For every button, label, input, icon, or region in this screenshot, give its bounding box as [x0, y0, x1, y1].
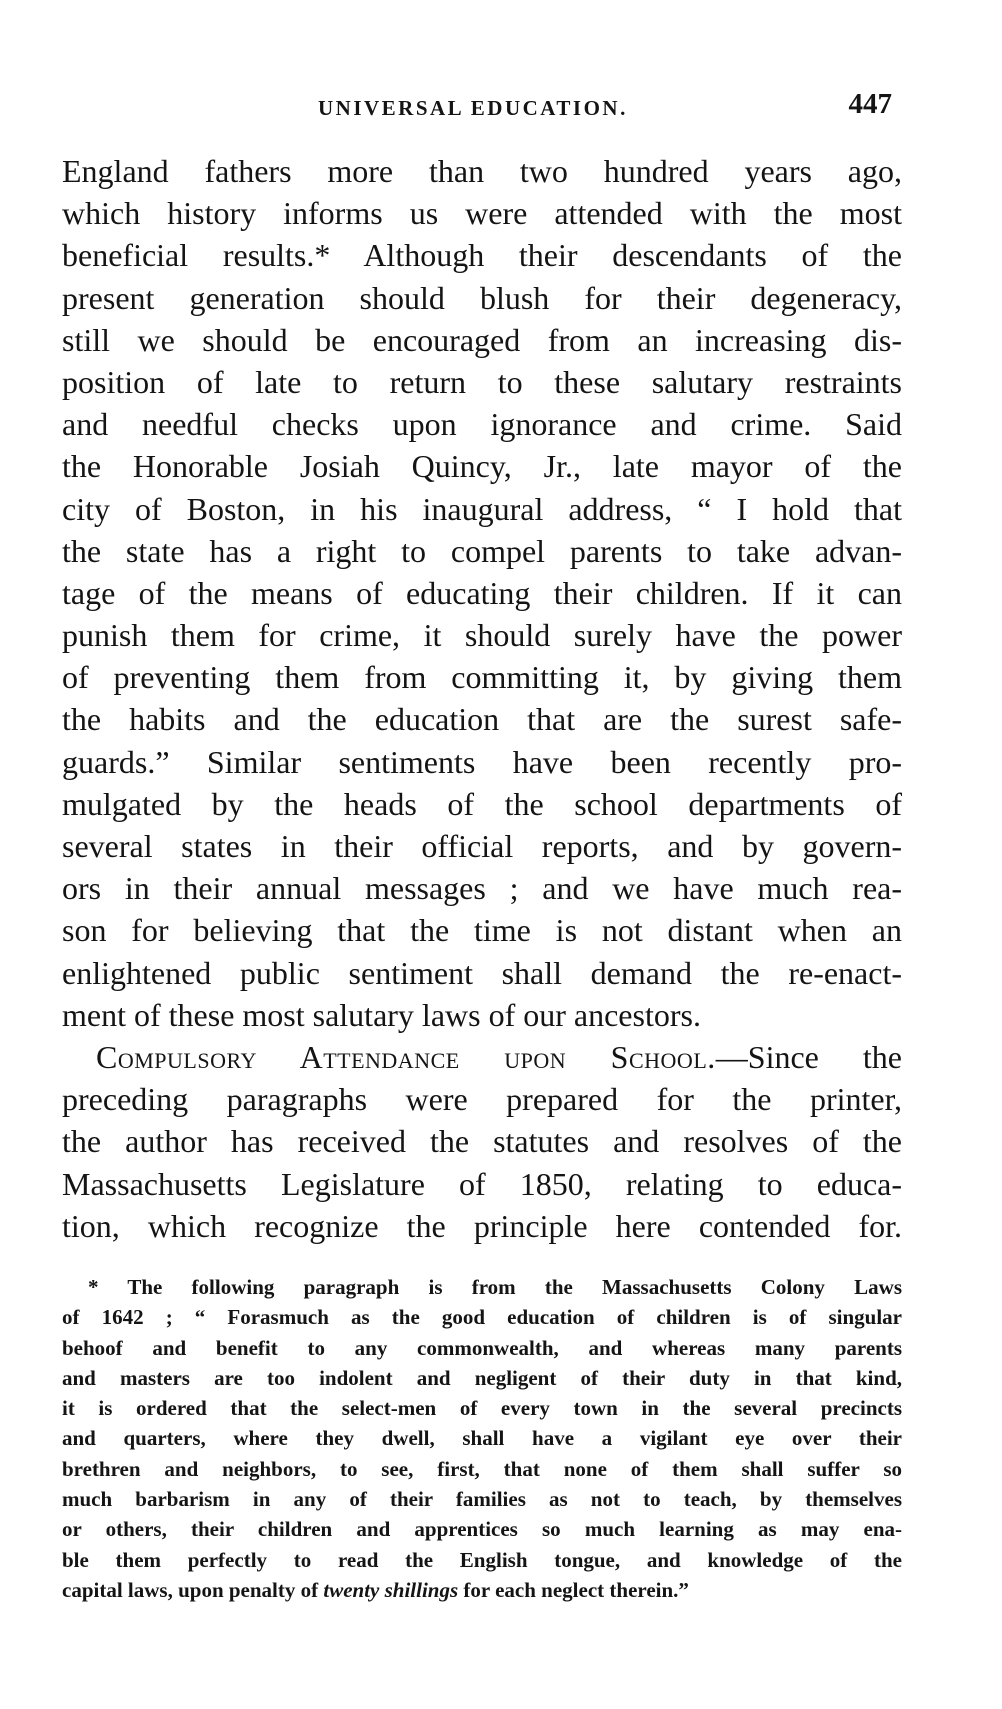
footnote-line: * The following paragraph is from the Massachusetts Colony Laws: [88, 1275, 902, 1299]
paragraph-1: [62, 150, 902, 1036]
text-line: ors in their annual messages ; and we have much rea-: [62, 870, 902, 907]
running-head: UNIVERSAL EDUCATION.: [318, 96, 628, 120]
text-line: city of Boston, in his inaugural address, “ I hold that: [62, 490, 902, 527]
section-heading: Compulsory Attendance upon School.: [96, 1038, 716, 1075]
text-line: punish them for crime, it should surely have the power: [62, 617, 902, 654]
text-line: mulgated by the heads of the school departments of: [62, 785, 902, 822]
text-line: ment of these most salutary laws of our ancestors.: [62, 996, 701, 1033]
footnote-text: for each neglect therein.”: [458, 1577, 689, 1602]
text-line: still we should be encouraged from an increasing dis-: [62, 321, 902, 358]
text-line: the Honorable Josiah Quincy, Jr., late mayor of the: [62, 448, 902, 485]
text-line: which history informs us were attended with the most: [62, 195, 902, 232]
footnote: [62, 1272, 902, 1605]
text-line: the author has received the statutes and resolves of the: [62, 1123, 902, 1160]
footnote-line: of 1642 ; “ Forasmuch as the good education of children is of singular: [62, 1305, 902, 1330]
body-text: [62, 150, 902, 1247]
text-line: the habits and the education that are the surest safe-: [62, 701, 902, 738]
text-line: and needful checks upon ignorance and crime. Said: [62, 406, 902, 443]
footnote-line: behoof and benefit to any commonwealth, and whereas many parents: [62, 1335, 902, 1360]
text-line: [62, 1036, 902, 1078]
text-line: of preventing them from committing it, by giving them: [62, 659, 902, 696]
footnote-line: much barbarism in any of their families as not to teach, by themselves: [62, 1487, 902, 1512]
text-line: position of late to return to these salutary restraints: [62, 363, 902, 400]
page-header: [0, 88, 1002, 132]
text-line: several states in their official reports, and by govern-: [62, 828, 902, 864]
footnote-line: and quarters, where they dwell, shall have a vigilant eye over their: [62, 1426, 902, 1451]
text-line: tion, which recognize the principle here contended for.: [62, 1207, 902, 1244]
text-line: guards.” Similar sentiments have been recently pro-: [62, 743, 902, 780]
footnote-line: and masters are too indolent and negligent of their duty in that kind,: [62, 1365, 902, 1390]
footnote-emphasis: twenty shillings: [323, 1577, 459, 1602]
text-line: enlightened public sentiment shall demand the re-enact-: [62, 954, 902, 991]
footnote-line: brethren and neighbors, to see, first, that none of them shall suffer so: [62, 1456, 902, 1481]
footnote-line: it is ordered that the select-men of every town in the several precincts: [62, 1396, 902, 1421]
footnote-text: capital laws, upon penalty of: [62, 1577, 324, 1602]
text-line: son for believing that the time is not distant when an: [62, 912, 902, 949]
page-number: 447: [848, 88, 892, 120]
heading-continuation: —Since the: [715, 1038, 902, 1075]
text-line: Massachusetts Legislature of 1850, relating to educa-: [62, 1165, 902, 1202]
footnote-line: ble them perfectly to read the English tongue, and knowledge of the: [62, 1547, 902, 1572]
footnote-line: or others, their children and apprentices so much learning as may ena-: [62, 1517, 902, 1542]
text-line: beneficial results.* Although their descendants of the: [62, 237, 902, 274]
text-line: present generation should blush for their degeneracy,: [62, 279, 902, 316]
footnote-line: [62, 1575, 902, 1605]
text-line: England fathers more than two hundred years ago,: [62, 153, 902, 189]
text-line: tage of the means of educating their children. If it can: [62, 574, 902, 611]
paragraph-2: [62, 1036, 902, 1247]
text-line: preceding paragraphs were prepared for the printer,: [62, 1081, 902, 1118]
text-line: the state has a right to compel parents to take advan-: [62, 532, 902, 569]
